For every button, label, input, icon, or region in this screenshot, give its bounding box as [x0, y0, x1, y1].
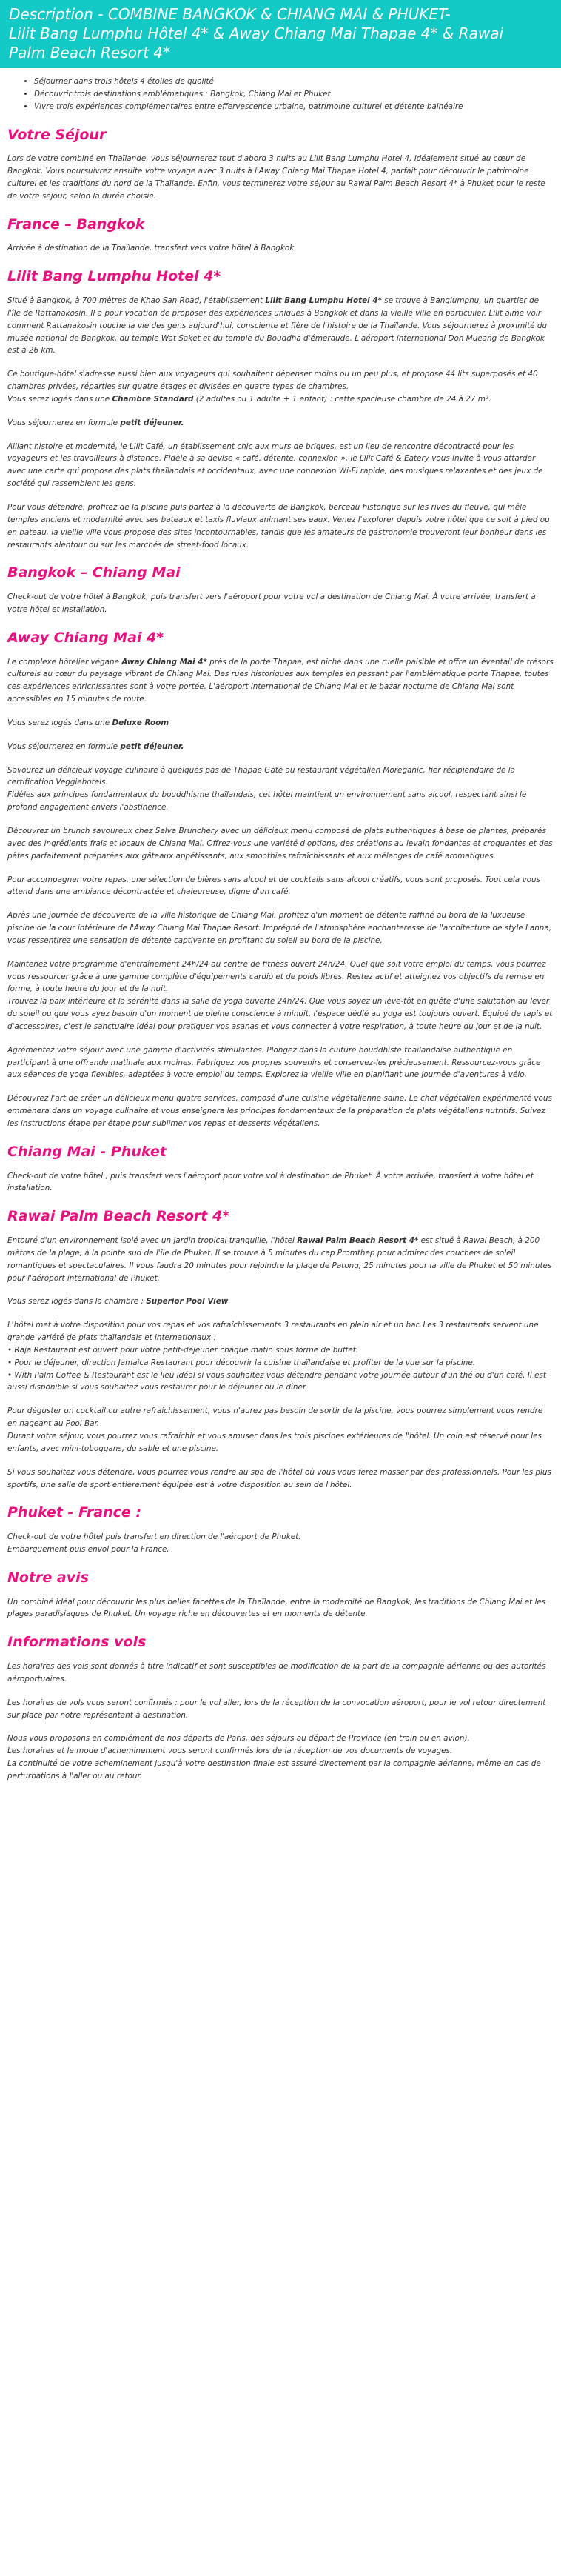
text: Situé à Bangkok, à 700 mètres de Khao San Road, l'établissement [7, 296, 266, 305]
paragraph: Arrivée à destination de la Thaïlande, transfert vers votre hôtel à Bangkok. [7, 244, 297, 253]
text: Les horaires et le mode d'acheminement vous seront confirmés lors de la réception de vos documents de voyages. [7, 1746, 453, 1756]
paragraph: Découvrez l'art de créer un délicieux menu quatre services, composé d'une cuisine végétalienne saine. Le chef végétalien expérimenté vous emmènera dans un voyage culinaire et vous enseignera les principes fondamentaux de la préparation de plats végétaliens nutritifs. Suivez les instructions étape par étape pour sublimer vos repas et desserts végétaliens. [7, 1094, 552, 1128]
text: (2 adultes ou 1 adulte + 1 enfant) : cette spacieuse chambre de 24 à 27 m². [193, 394, 491, 404]
text: Le complexe hôtelier végane [7, 657, 122, 667]
board-type: petit déjeuner. [120, 741, 184, 751]
paragraph: Alliant histoire et modernité, le Lilit Café, un établissement chic aux murs de briques, est un lieu de rencontre décontracté pour les voyageurs et les travailleurs à distance. Fidèle à sa devise « café, détente, connexion », le Lilit Café & Eatery vous invite à vous attarder avec une carte qui propose des plats thaïlandais et occidentaux, avec une connexion Wi-Fi rapide, des musiques relaxantes et des jeux de société qui rassemblent les gens. [7, 441, 543, 489]
room-type: Chambre Standard [112, 394, 194, 404]
section-heading-notre-avis: Notre avis [7, 1569, 89, 1586]
section-heading-chiang-mai-phuket: Chiang Mai - Phuket [7, 1143, 167, 1160]
paragraph: Si vous souhaitez vous détendre, vous pourrez vous rendre au spa de l'hôtel où vous vous ferez masser par des professionnels. Pour les plus sportifs, une salle de sport entièrement équipée est à votre disposition au sein de l'hôtel. [7, 1467, 551, 1489]
paragraph: Agrémentez votre séjour avec une gamme d'activités stimulantes. Plongez dans la culture bouddhiste thaïlandaise authentique en participant à une offrande matinale aux moines. Fabriquez vos propres souvenirs et conservez-les précieusement. Ressourcez-vous grâce aux séances de yoga flexibles, adaptées à votre emploi du temps. Explorez la vieille ville en planifiant une journée d'aventures à vélo. [7, 1045, 541, 1080]
paragraph: Pour vous détendre, profitez de la piscine puis partez à la découverte de Bangkok, berceau historique sur les rives du fleuve, qui mêle temples anciens et modernité avec ses bateaux et taxis fluviaux animant ses eaux. Venez l'explorer depuis votre hôtel que ce soit à pied ou en bateau, la vieille ville vous propose des sites incontournables, tandis que les amateurs de gastronomie trouveront leur bonheur dans les restaurants alentour ou sur les marchés de street-food locaux. [7, 502, 550, 550]
section-heading-bangkok-chiang-mai: Bangkok – Chiang Mai [7, 564, 181, 581]
text: Vous séjournerez en formule [7, 418, 121, 427]
text: se trouve à Banglumphu, un quartier de l'île de Rattanakosin. Il a pour vocation de proposer des expériences uniques à Bangkok et dans la vieille ville en particulier. Lilit aime voir comment Rattanakosin touche la vie des gens aujourd'hui, consciente et fière de l'histoire de la Thaïlande. Vous séjournerez à proximité du musée national de Bangkok, du temple Wat Saket et du temple du Bouddha d'émeraude. L'aéroport international Don Mueang de Bangkok est à 26 km. [7, 296, 548, 356]
title-line-2: Lilit Bang Lumphu Hôtel 4* & Away Chiang Mai Thapae 4* & Rawai [9, 24, 504, 42]
room-type: Deluxe Room [112, 718, 169, 727]
page-title [0, 0, 561, 68]
room-type: Superior Pool View [146, 1297, 229, 1307]
paragraph: Pour accompagner votre repas, une sélection de bières sans alcool et de cocktails sans alcool créatifs, vous sont proposés. Tout cela vous attend dans une ambiance décontractée et chaleureuse, digne d'un café. [7, 875, 540, 897]
paragraph [7, 417, 554, 430]
section-heading-rawai: Rawai Palm Beach Resort 4* [7, 1208, 230, 1225]
paragraph [7, 368, 554, 406]
paragraph: Les horaires des vols sont donnés à titre indicatif et sont susceptibles de modification de la part de la compagnie aérienne ou des autorités aéroportuaires. [7, 1662, 546, 1684]
paragraph [7, 1405, 554, 1455]
paragraph: Lors de votre combiné en Thaïlande, vous séjournerez tout d'abord 3 nuits au Lilit Bang Lumphu Hotel 4, idéalement situé au cœur de Bangkok. Vous poursuivrez ensuite votre voyage avec 3 nuits à l'Away Chiang Mai Thapae Hotel 4, parfait pour découvrir le patrimoine culturel et les traditions du nord de la Thaïlande. Enfin, vous terminerez votre séjour au Rawai Palm Beach Resort 4* à Phuket pour le reste de votre séjour, selon la durée choisie. [7, 154, 545, 201]
text: La continuité de votre acheminement jusqu'à votre destination finale est assuré directement par la compagnie aérienne, même en cas de perturbations à l'aller ou au retour. [7, 1759, 541, 1781]
text: Fidèles aux principes fondamentaux du bouddhisme thaïlandais, cet hôtel maintient un environnement sans alcool, respectant ainsi le profond engagement envers l'abstinence. [7, 790, 527, 812]
paragraph: Check-out de votre hôtel , puis transfert vers l'aéroport pour votre vol à destination de Phuket. À votre arrivée, transfert à votre hôtel et installation. [7, 1171, 534, 1193]
hotel-name: Rawai Palm Beach Resort 4* [297, 1236, 419, 1246]
text: Nous vous proposons en complément de nos départs de Paris, des séjours au départ de Province (en train ou en avion). [7, 1734, 470, 1744]
paragraph: Les horaires de vols vous seront confirmés : pour le vol aller, lors de la réception de la convocation aéroport, pour le vol retour directement sur place par notre représentant à destination. [7, 1698, 546, 1720]
description-content [0, 76, 561, 1783]
highlight-item: • Séjourner dans trois hôtels 4 étoiles de qualité [34, 76, 554, 88]
section-heading-votre-sejour: Votre Séjour [7, 126, 107, 143]
text: Entouré d'un environnement isolé avec un jardin tropical tranquille, l'hôtel [7, 1236, 298, 1246]
text: Vous séjournerez en formule [7, 741, 121, 751]
text: Vous serez logés dans la chambre : [7, 1297, 147, 1307]
paragraph [7, 1295, 554, 1308]
text: • Pour le déjeuner, direction Jamaica Restaurant pour découvrir la cuisine thaïlandaise et profiter de la vue sur la piscine. [7, 1358, 476, 1367]
section-heading-france-bangkok: France – Bangkok [7, 216, 145, 233]
title-line-1: Description - COMBINE BANGKOK & CHIANG MAI & PHUKET- [9, 5, 451, 23]
text: Vous serez logés dans une [7, 394, 112, 404]
text: Savourez un délicieux voyage culinaire à quelques pas de Thapae Gate au restaurant végétalien Moreganic, fier récipiendaire de la certification Veggiehotels. [7, 765, 515, 787]
paragraph [7, 958, 554, 1033]
paragraph [7, 656, 554, 706]
text: près de la porte Thapae, est niché dans une ruelle paisible et offre un éventail de trésors culturels au cœur du paysage vibrant de Chiang Mai. Des rues historiques aux temples en passant par l'emblématique porte Thapae, toutes ces expériences enrichissantes sont à votre portée. L'aéroport international de Chiang Mai et le bazar nocturne de Chiang Mai sont accessibles en 15 minutes de route. [7, 657, 554, 704]
title-line-3: Palm Beach Resort 4* [9, 44, 171, 61]
section-heading-lilit: Lilit Bang Lumphu Hotel 4* [7, 268, 221, 285]
hotel-name: Away Chiang Mai 4* [121, 657, 207, 667]
text: Pour déguster un cocktail ou autre rafraichissement, vous n'aurez pas besoin de sortir de la piscine, vous pourrez simplement vous rendre en nageant au Pool Bar. [7, 1407, 543, 1429]
paragraph [7, 764, 554, 814]
board-type: petit déjeuner. [120, 418, 184, 427]
text: Trouvez la paix intérieure et la sérénité dans la salle de yoga ouverte 24h/24. Que vous soyez un lève-tôt en quête d'une salutation au lever du soleil ou que vous ayez besoin d'un moment de pleine conscience à minuit, l'espace dédié au yoga est toujours ouvert. Équipé de tapis et d'accessoires, c'est le sanctuaire idéal pour pratiquer vos asanas et vous connecter à votre respiration, à toute heure du jour et de la nuit. [7, 997, 553, 1031]
text: • Raja Restaurant est ouvert pour votre petit-déjeuner chaque matin sous forme de buffet. [7, 1345, 359, 1355]
paragraph [7, 1319, 554, 1394]
text: Durant votre séjour, vous pourrez vous rafraichir et vous amuser dans les trois piscines extérieures de l'hôtel. Un coin est réservé pour les enfants, avec mini-toboggans, du sable et une piscine. [7, 1432, 542, 1453]
text: Maintenez votre programme d'entraînement 24h/24 au centre de fitness ouvert 24h/24. Quel que soit votre emploi du temps, vous pourrez vous ressourcer grâce à une gamme complète d'équipements cardio et de poids libres. Restez actif et atteignez vos objectifs de remise en forme, à toute heure du jour et de la nuit. [7, 959, 546, 994]
paragraph [7, 295, 554, 357]
hotel-name: Lilit Bang Lumphu Hotel 4* [265, 296, 382, 305]
paragraph: Un combiné idéal pour découvrir les plus belles facettes de la Thaïlande, entre la modernité de Bangkok, les traditions de Chiang Mai et les plages paradisiaques de Phuket. Un voyage riche en découvertes et en moments de détente. [7, 1597, 546, 1619]
text: • With Palm Coffee & Restaurant est le lieu idéal si vous souhaitez vous détendre pendant votre journée autour d'un thé ou d'un café. Il est aussi disponible si vous souhaitez vous restaurer pour le déjeuner ou le dîner. [7, 1370, 546, 1392]
text: Check-out de votre hôtel puis transfert en direction de l'aéroport de Phuket. [7, 1532, 301, 1542]
highlight-item: • Découvrir trois destinations emblématiques : Bangkok, Chiang Mai et Phuket [34, 88, 554, 101]
paragraph [7, 741, 554, 753]
text: Vous serez logés dans une [7, 718, 112, 727]
paragraph [7, 717, 554, 730]
paragraph: Après une journée de découverte de la ville historique de Chiang Mai, profitez d'un moment de détente raffiné au bord de la luxueuse piscine de la cour intérieure de l'Away Chiang Mai Thapae Resort. Imprégné de l'atmosphère enchanteresse de l'architecture de style Lanna, vous ressentirez une sensation de détente captivante en profitant du soleil au bord de la piscine. [7, 911, 552, 945]
text: L'hôtel met à votre disposition pour vos repas et vos rafraîchissements 3 restaurants en plein air et un bar. Les 3 restaurants servent une grande variété de plats thaïlandais et internationaux : [7, 1321, 539, 1343]
paragraph [7, 1531, 554, 1556]
highlights-list [7, 76, 554, 113]
paragraph [7, 1732, 554, 1782]
section-heading-away: Away Chiang Mai 4* [7, 629, 164, 646]
paragraph: Découvrez un brunch savoureux chez Selva Brunchery avec un délicieux menu composé de plats authentiques à base de plantes, préparés avec des ingrédients frais et locaux de Chiang Mai. Offrez-vous une variété d'options, des créations au levain fondantes et croquantes et des pâtes parfaitement préparées aux gâteaux appétissants, aux smoothies rafraîchissants et aux mélanges de café aromatiques. [7, 826, 553, 861]
section-heading-phuket-france: Phuket - France : [7, 1504, 141, 1521]
section-heading-informations-vols: Informations vols [7, 1634, 147, 1651]
text: est situé à Rawai Beach, à 200 mètres de la plage, à la pointe sud de l'île de Phuket. Il se trouve à 5 minutes du cap Promthep pour admirer des couchers de soleil romantiques et spectaculaires. Il vous faudra 20 minutes pour rejoindre la plage de Patong, 25 minutes pour la ville de Phuket et 50 minutes pour l'aéroport international de Phuket. [7, 1236, 552, 1283]
text: Embarquement puis envol pour la France. [7, 1544, 169, 1554]
paragraph [7, 1235, 554, 1284]
text: Ce boutique-hôtel s'adresse aussi bien aux voyageurs qui souhaitent dépenser moins ou un peu plus, et propose 44 lits superposés et 40 chambres privées, réparties sur quatre étages et divisées en quatre types de chambres. [7, 370, 538, 392]
paragraph: Check-out de votre hôtel à Bangkok, puis transfert vers l'aéroport pour votre vol à destination de Chiang Mai. À votre arrivée, transfert à votre hôtel et installation. [7, 593, 536, 614]
highlight-item: • Vivre trois expériences complémentaires entre effervescence urbaine, patrimoine culturel et détente balnéaire [34, 101, 554, 113]
